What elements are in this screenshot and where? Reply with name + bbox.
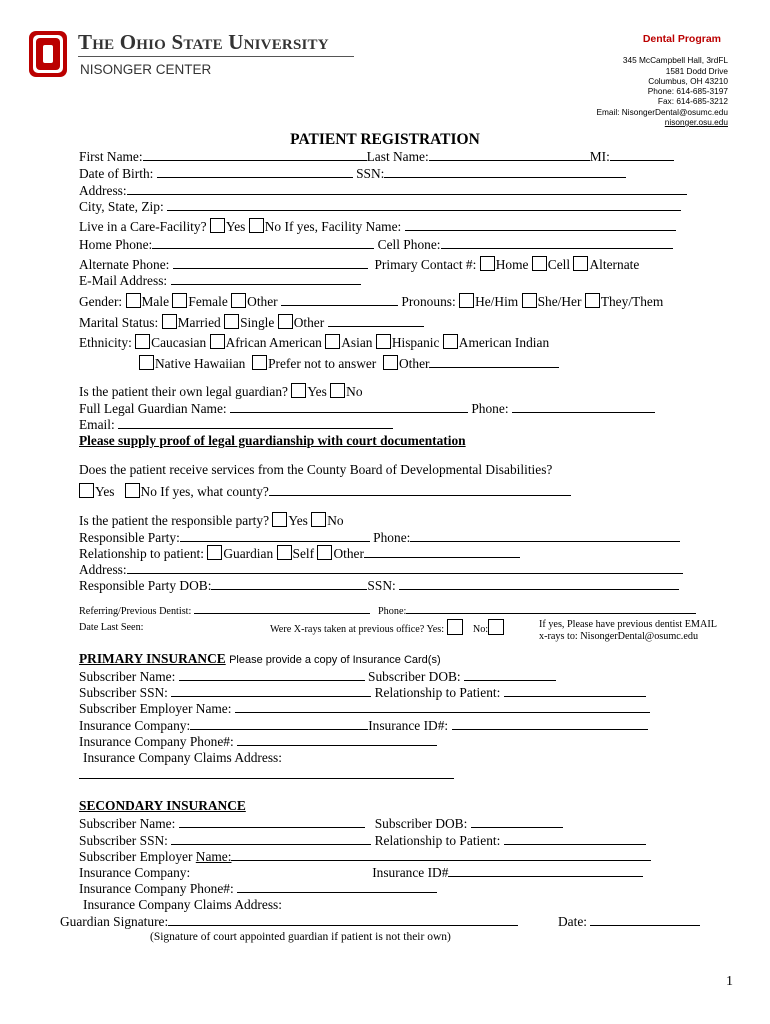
hispanic-label: Hispanic bbox=[391, 335, 440, 350]
secondary-employer-row bbox=[79, 848, 651, 865]
she-her-label: She/Her bbox=[537, 294, 582, 309]
secondary-subscriber-ssn-label: Subscriber SSN: bbox=[79, 833, 168, 848]
male-label: Male bbox=[141, 294, 170, 309]
guardian-name-row bbox=[79, 400, 655, 417]
alt-phone-field[interactable] bbox=[173, 256, 368, 269]
other-label: Other bbox=[398, 356, 430, 371]
county-board-no-checkbox[interactable] bbox=[125, 483, 140, 498]
dentist-phone-field[interactable] bbox=[406, 604, 696, 614]
dob-label: Date of Birth: bbox=[79, 166, 154, 181]
care-facility-no-checkbox[interactable] bbox=[249, 218, 264, 233]
signature-date-field[interactable] bbox=[590, 913, 700, 926]
guardian-name-label: Full Legal Guardian Name: bbox=[79, 401, 227, 416]
guardian-signature-row bbox=[60, 913, 518, 930]
care-facility-row bbox=[79, 218, 676, 235]
fax-line: Fax: 614-685-3212 bbox=[657, 96, 728, 106]
responsible-ssn-field[interactable] bbox=[399, 577, 679, 590]
primary-claims-address-row bbox=[79, 766, 454, 783]
he-him-label: He/Him bbox=[475, 294, 519, 309]
gender-label: Gender: bbox=[79, 294, 123, 309]
mi-label: MI: bbox=[589, 149, 610, 164]
cell-label: Cell bbox=[547, 257, 571, 272]
primary-relationship-label: Relationship to Patient: bbox=[374, 685, 501, 700]
pronouns-label: Pronouns: bbox=[401, 294, 456, 309]
ethnicity-label: Ethnicity: bbox=[79, 335, 132, 350]
primary-company-label: Insurance Company: bbox=[79, 718, 191, 733]
home-phone-label: Home Phone: bbox=[79, 237, 153, 252]
other-label: Other bbox=[247, 294, 278, 309]
primary-subscriber-dob-field[interactable] bbox=[464, 668, 556, 681]
other-label: Other bbox=[333, 546, 364, 561]
primary-subscriber-dob-label: Subscriber DOB: bbox=[368, 669, 461, 684]
care-facility-label: Live in a Care-Facility? bbox=[79, 219, 207, 234]
primary-claims-address-field[interactable] bbox=[79, 766, 454, 779]
primary-subscriber-ssn-field[interactable] bbox=[171, 684, 371, 697]
caucasian-label: Caucasian bbox=[151, 335, 207, 350]
guardian-email-field[interactable] bbox=[118, 416, 393, 429]
email-row bbox=[79, 272, 361, 289]
cell-phone-label: Cell Phone: bbox=[377, 237, 441, 252]
insurance-card-note: Please provide a copy of Insurance Card(s) bbox=[229, 654, 441, 666]
secondary-relationship-field[interactable] bbox=[504, 832, 646, 845]
primary-home-checkbox[interactable] bbox=[480, 256, 495, 271]
secondary-company-label: Insurance Company: bbox=[79, 865, 191, 880]
primary-insurance-id-label: Insurance ID#: bbox=[368, 718, 449, 733]
primary-alternate-checkbox[interactable] bbox=[573, 256, 588, 271]
gender-other-field[interactable] bbox=[281, 293, 398, 306]
primary-employer-row bbox=[79, 700, 650, 717]
page-number: 1 bbox=[726, 974, 733, 989]
alternate-label: Alternate bbox=[589, 257, 640, 272]
dentist-phone-row bbox=[378, 604, 696, 617]
email-field[interactable] bbox=[171, 272, 361, 285]
ethnicity-row-2 bbox=[139, 355, 559, 372]
county-board-yes-checkbox[interactable] bbox=[79, 483, 94, 498]
prefer-not-label: Prefer not to answer bbox=[268, 356, 377, 371]
no-label: No bbox=[140, 484, 157, 499]
guardian-signature-field[interactable] bbox=[168, 913, 518, 926]
mi-field[interactable] bbox=[610, 148, 674, 161]
responsible-phone-field[interactable] bbox=[410, 529, 680, 542]
pronoun-she-checkbox[interactable] bbox=[522, 293, 537, 308]
yes-label: Yes bbox=[225, 219, 246, 234]
own-guardian-no-checkbox[interactable] bbox=[330, 383, 345, 398]
signature-date-label: Date: bbox=[558, 914, 587, 929]
relationship-self-checkbox[interactable] bbox=[277, 545, 292, 560]
xrays-note-1: If yes, Please have previous dentist EMAIL bbox=[539, 619, 717, 630]
primary-company-phone-field[interactable] bbox=[237, 733, 437, 746]
county-label: If yes, what county? bbox=[160, 484, 269, 499]
they-them-label: They/Them bbox=[600, 294, 664, 309]
american-indian-label: American Indian bbox=[458, 335, 550, 350]
marital-other-field[interactable] bbox=[328, 314, 424, 327]
letterhead-divider bbox=[78, 56, 354, 57]
secondary-employer-label: Subscriber Employer bbox=[79, 849, 196, 864]
pronoun-he-checkbox[interactable] bbox=[459, 293, 474, 308]
own-guardian-label: Is the patient their own legal guardian? bbox=[79, 384, 288, 399]
primary-claims-address-label: Insurance Company Claims Address: bbox=[83, 750, 282, 765]
ethnicity-other-checkbox[interactable] bbox=[383, 355, 398, 370]
referring-dentist-row bbox=[79, 604, 370, 617]
secondary-subscriber-dob-field[interactable] bbox=[471, 815, 563, 828]
female-label: Female bbox=[188, 294, 228, 309]
secondary-ssn-row bbox=[79, 832, 646, 849]
care-facility-yes-checkbox[interactable] bbox=[210, 218, 225, 233]
university-name: The Ohio State University bbox=[78, 30, 329, 54]
county-board-row bbox=[79, 483, 571, 500]
responsible-party-label: Responsible Party: bbox=[79, 530, 180, 545]
ssn-label: SSN: bbox=[356, 166, 385, 181]
primary-insurance-heading: PRIMARY INSURANCE bbox=[79, 651, 226, 666]
responsible-no-checkbox[interactable] bbox=[311, 512, 326, 527]
first-name-field[interactable] bbox=[143, 148, 367, 161]
ethnicity-prefer-not-checkbox[interactable] bbox=[252, 355, 267, 370]
secondary-insurance-id-label: Insurance ID# bbox=[372, 865, 449, 880]
gender-male-checkbox[interactable] bbox=[126, 293, 141, 308]
email-line[interactable]: Email: NisongerDental@osumc.edu bbox=[596, 107, 728, 117]
ethnicity-asian-checkbox[interactable] bbox=[325, 334, 340, 349]
county-field[interactable] bbox=[269, 483, 571, 496]
facility-name-field[interactable] bbox=[405, 218, 676, 231]
single-label: Single bbox=[240, 315, 275, 330]
alt-phone-label: Alternate Phone: bbox=[79, 257, 170, 272]
primary-insurance-id-field[interactable] bbox=[452, 717, 648, 730]
last-name-label: Last Name: bbox=[366, 149, 429, 164]
alt-phone-row bbox=[79, 256, 639, 273]
home-phone-field[interactable] bbox=[152, 236, 374, 249]
secondary-insurance-heading: SECONDARY INSURANCE bbox=[79, 798, 246, 813]
facility-name-label: If yes, Facility Name: bbox=[284, 219, 402, 234]
marital-label: Marital Status: bbox=[79, 315, 159, 330]
xrays-row bbox=[270, 619, 504, 635]
secondary-insurance-id-field[interactable] bbox=[448, 864, 643, 877]
signature-caption: (Signature of court appointed guardian if patient is not their own) bbox=[150, 931, 451, 943]
relationship-label: Relationship to patient: bbox=[79, 546, 204, 561]
phone-line: Phone: 614-685-3197 bbox=[647, 86, 728, 96]
primary-employer-label: Subscriber Employer Name: bbox=[79, 701, 232, 716]
referring-dentist-label: Referring/Previous Dentist: bbox=[79, 606, 192, 617]
guardian-signature-label: Guardian Signature: bbox=[60, 914, 169, 929]
guardianship-proof-note: Please supply proof of legal guardianship with court documentation bbox=[79, 433, 466, 448]
guardian-name-field[interactable] bbox=[230, 400, 468, 413]
phone-row bbox=[79, 236, 673, 253]
ethnicity-hispanic-checkbox[interactable] bbox=[376, 334, 391, 349]
guardian-phone-field[interactable] bbox=[512, 400, 655, 413]
email-label: E-Mail Address: bbox=[79, 273, 168, 288]
responsible-dob-row bbox=[79, 577, 679, 594]
yes-label: Yes bbox=[95, 484, 115, 499]
primary-subscriber-name-label: Subscriber Name: bbox=[79, 669, 176, 684]
secondary-subscriber-row bbox=[79, 815, 563, 832]
signature-date-row bbox=[558, 913, 700, 930]
responsible-address-row bbox=[79, 561, 683, 578]
secondary-subscriber-ssn-field[interactable] bbox=[171, 832, 371, 845]
primary-subscriber-row bbox=[79, 668, 556, 685]
own-guardian-yes-checkbox[interactable] bbox=[291, 383, 306, 398]
own-guardian-row bbox=[79, 383, 363, 400]
guardian-label: Guardian bbox=[223, 546, 274, 561]
ssn-field[interactable] bbox=[384, 165, 626, 178]
dentist-phone-label: Phone: bbox=[378, 606, 407, 617]
responsible-dob-field[interactable] bbox=[211, 577, 367, 590]
secondary-employer-label-name: Name: bbox=[195, 849, 232, 864]
dob-row bbox=[79, 165, 626, 182]
address-row bbox=[79, 182, 687, 199]
responsible-dob-label: Responsible Party DOB: bbox=[79, 578, 212, 593]
primary-cell-checkbox[interactable] bbox=[532, 256, 547, 271]
ethnicity-american-indian-checkbox[interactable] bbox=[443, 334, 458, 349]
relationship-row bbox=[79, 545, 520, 562]
responsible-question-label: Is the patient the responsible party? bbox=[79, 513, 270, 528]
first-name-label: First Name: bbox=[79, 149, 143, 164]
ethnicity-caucasian-checkbox[interactable] bbox=[135, 334, 150, 349]
secondary-subscriber-dob-label: Subscriber DOB: bbox=[374, 816, 468, 831]
primary-phone-row bbox=[79, 733, 437, 750]
ethnicity-row bbox=[79, 334, 549, 351]
address-line: 1581 Dodd Drive bbox=[665, 66, 728, 76]
guardian-email-row bbox=[79, 416, 393, 433]
primary-subscriber-ssn-label: Subscriber SSN: bbox=[79, 685, 168, 700]
primary-insurance-heading-row bbox=[79, 651, 441, 668]
city-state-zip-label: City, State, Zip: bbox=[79, 199, 164, 214]
primary-company-field[interactable] bbox=[190, 717, 368, 730]
center-name: NISONGER CENTER bbox=[80, 62, 212, 77]
no-label: No bbox=[327, 513, 344, 528]
other-label: Other bbox=[293, 315, 325, 330]
responsible-address-field[interactable] bbox=[127, 561, 683, 574]
secondary-employer-field[interactable] bbox=[231, 848, 651, 861]
xrays-yes-checkbox[interactable] bbox=[447, 619, 463, 635]
yes-label: Yes bbox=[307, 384, 327, 399]
xrays-no-checkbox[interactable] bbox=[488, 619, 504, 635]
married-label: Married bbox=[177, 315, 221, 330]
primary-contact-label: Primary Contact #: bbox=[374, 257, 477, 272]
secondary-relationship-label: Relationship to Patient: bbox=[374, 833, 501, 848]
self-label: Self bbox=[292, 546, 315, 561]
ethnicity-other-field[interactable] bbox=[429, 355, 559, 368]
form-title: PATIENT REGISTRATION bbox=[290, 131, 480, 148]
city-state-zip-field[interactable] bbox=[167, 198, 681, 211]
yes-label: Yes bbox=[288, 513, 308, 528]
primary-ssn-row bbox=[79, 684, 646, 701]
secondary-company-phone-label: Insurance Company Phone#: bbox=[79, 881, 234, 896]
xrays-no-label: No: bbox=[472, 624, 489, 635]
no-label: No bbox=[346, 384, 363, 399]
address-line: Columbus, OH 43210 bbox=[648, 76, 728, 86]
african-american-label: African American bbox=[225, 335, 322, 350]
address-field[interactable] bbox=[127, 182, 687, 195]
xrays-question: Were X-rays taken at previous office? Yes: bbox=[270, 624, 445, 635]
secondary-company-phone-field[interactable] bbox=[237, 880, 437, 893]
no-label: No bbox=[264, 219, 282, 234]
address-line: 345 McCampbell Hall, 3rdFL bbox=[622, 55, 728, 65]
secondary-subscriber-name-label: Subscriber Name: bbox=[79, 816, 176, 831]
gender-other-checkbox[interactable] bbox=[231, 293, 246, 308]
responsible-yes-checkbox[interactable] bbox=[272, 512, 287, 527]
pronoun-they-checkbox[interactable] bbox=[585, 293, 600, 308]
relationship-guardian-checkbox[interactable] bbox=[207, 545, 222, 560]
program-name: Dental Program bbox=[642, 33, 721, 45]
cell-phone-field[interactable] bbox=[441, 236, 673, 249]
xrays-note-2: x-rays to: NisongerDental@osumc.edu bbox=[539, 631, 699, 642]
county-board-question: Does the patient receive services from the County Board of Developmental Disabilities? bbox=[79, 462, 553, 477]
marital-single-checkbox[interactable] bbox=[224, 314, 239, 329]
relationship-other-field[interactable] bbox=[364, 545, 520, 558]
responsible-ssn-label: SSN: bbox=[367, 578, 396, 593]
guardian-phone-label: Phone: bbox=[471, 401, 509, 416]
guardian-email-label: Email: bbox=[79, 417, 115, 432]
ethnicity-african-american-checkbox[interactable] bbox=[210, 334, 225, 349]
native-hawaiian-label: Native Hawaiian bbox=[155, 356, 246, 371]
address-label: Address: bbox=[79, 183, 127, 198]
dob-field[interactable] bbox=[157, 165, 353, 178]
marital-other-checkbox[interactable] bbox=[278, 314, 293, 329]
home-label: Home bbox=[495, 257, 529, 272]
secondary-subscriber-name-field[interactable] bbox=[179, 815, 365, 828]
primary-company-row bbox=[79, 717, 648, 734]
website-link[interactable]: nisonger.osu.edu bbox=[664, 117, 728, 127]
gender-female-checkbox[interactable] bbox=[172, 293, 187, 308]
primary-employer-field[interactable] bbox=[235, 700, 650, 713]
secondary-phone-row bbox=[79, 880, 437, 897]
responsible-party-row bbox=[79, 529, 680, 546]
last-name-field[interactable] bbox=[429, 148, 590, 161]
marital-row bbox=[79, 314, 424, 331]
primary-subscriber-name-field[interactable] bbox=[179, 668, 365, 681]
city-row bbox=[79, 198, 681, 215]
primary-company-phone-label: Insurance Company Phone#: bbox=[79, 734, 234, 749]
block-o-logo bbox=[28, 30, 68, 78]
asian-label: Asian bbox=[341, 335, 373, 350]
responsible-address-label: Address: bbox=[79, 562, 127, 577]
relationship-other-checkbox[interactable] bbox=[317, 545, 332, 560]
ethnicity-native-hawaiian-checkbox[interactable] bbox=[139, 355, 154, 370]
secondary-company-row bbox=[79, 864, 643, 881]
responsible-phone-label: Phone: bbox=[373, 530, 411, 545]
date-last-seen-label: Date Last Seen: bbox=[79, 622, 144, 633]
referring-dentist-field[interactable] bbox=[194, 604, 370, 614]
gender-row bbox=[79, 293, 663, 310]
name-row bbox=[79, 148, 674, 165]
secondary-claims-address-label: Insurance Company Claims Address: bbox=[83, 897, 282, 912]
primary-relationship-field[interactable] bbox=[504, 684, 646, 697]
marital-married-checkbox[interactable] bbox=[162, 314, 177, 329]
responsible-question-row bbox=[79, 512, 344, 529]
responsible-party-field[interactable] bbox=[180, 529, 370, 542]
